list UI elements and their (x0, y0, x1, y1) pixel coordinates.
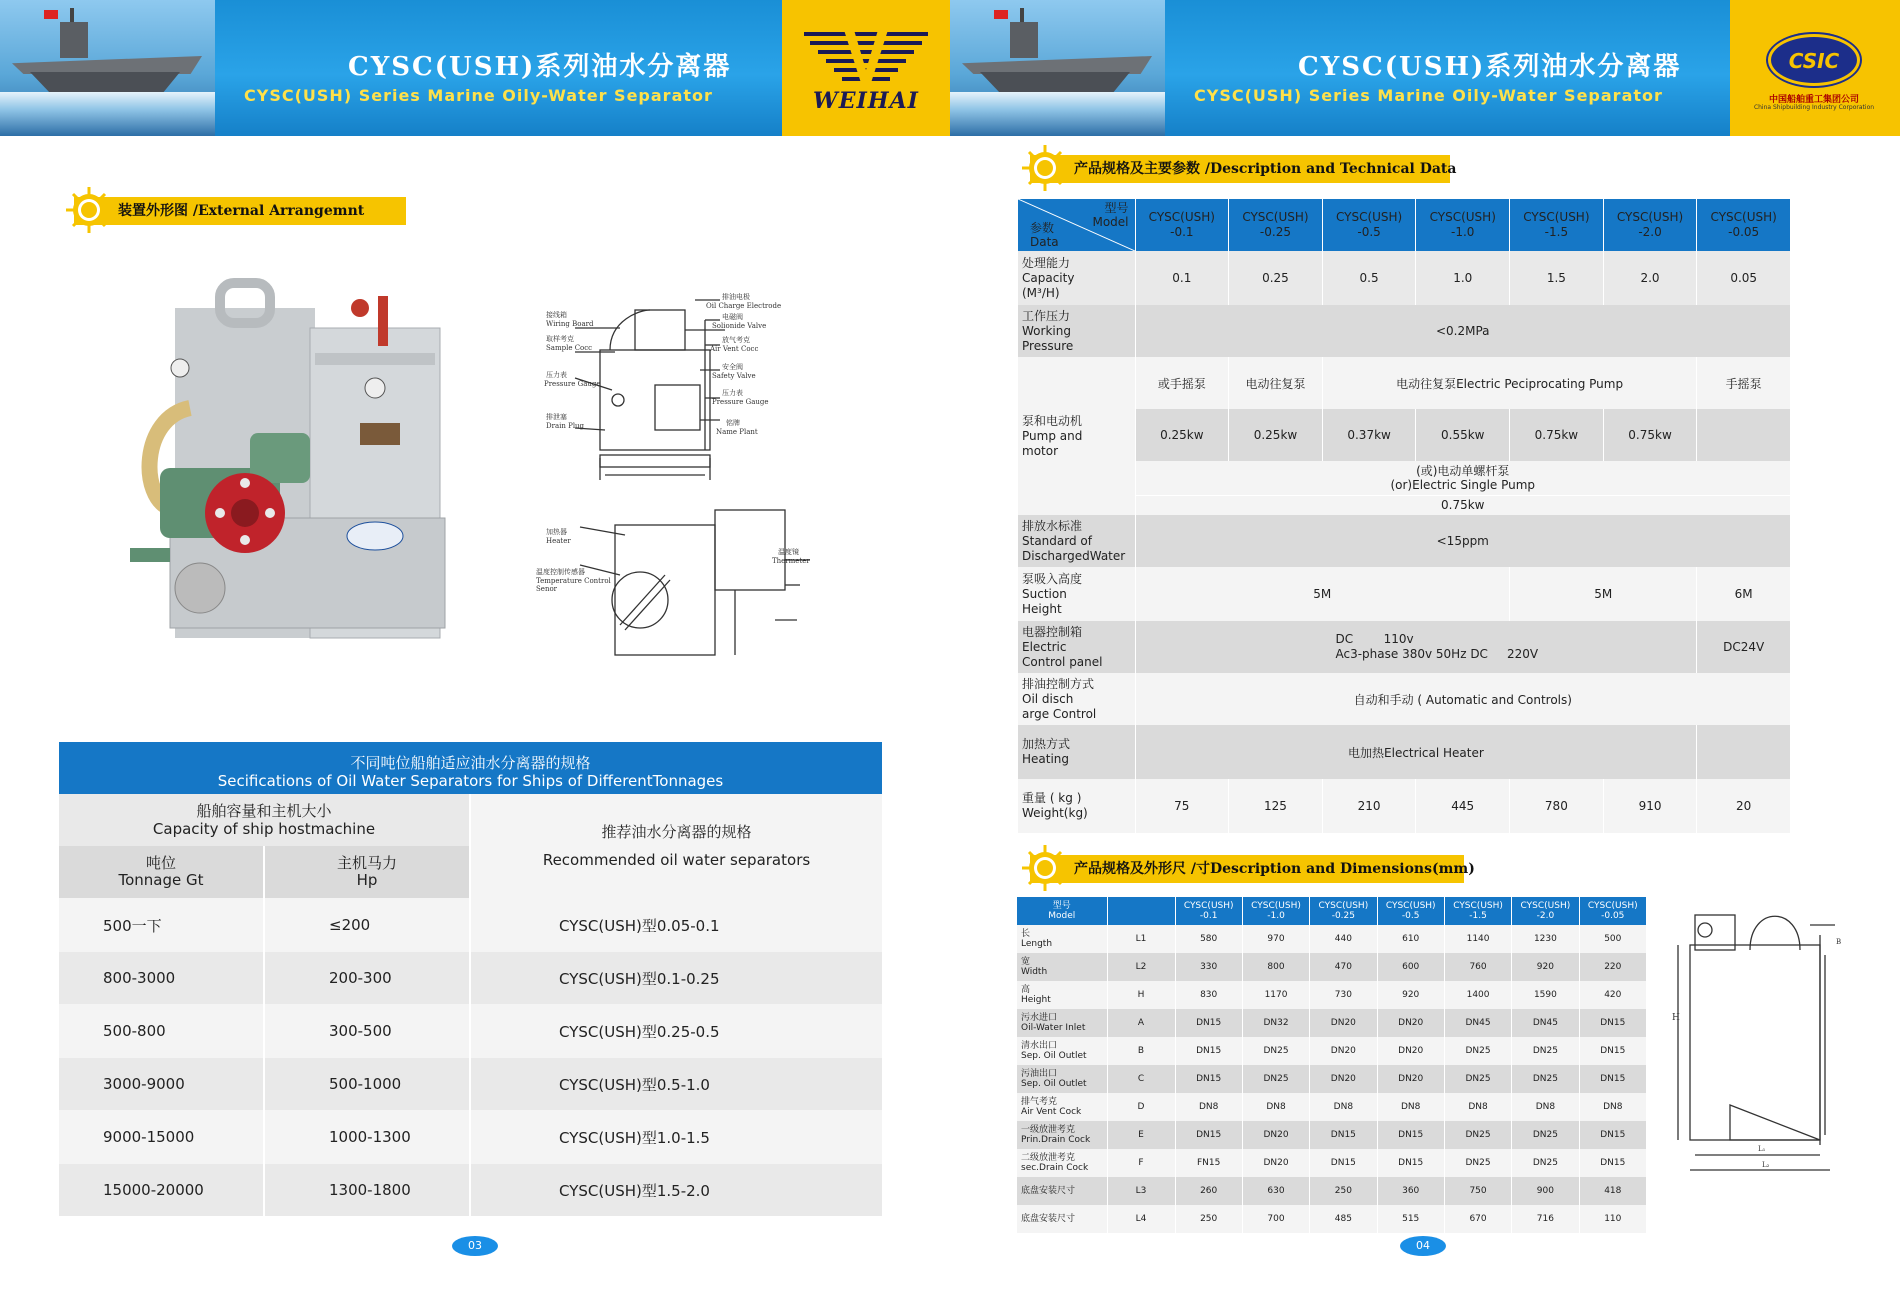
right-banner (950, 0, 1900, 136)
drawing-label: Oil Charge Electrode (706, 302, 782, 310)
csic-logo-icon: CSIC (1768, 34, 1860, 86)
suction-row: 泵吸入高度 Suction Height 5M 5M 6M (1018, 567, 1791, 621)
drawing-label: Pressure Gauge (712, 398, 769, 406)
banner-title-cn: CYSC(USH)系列油水分离器 (348, 52, 732, 82)
dim-header-row: 型号 Model CYSC(USH) -0.1 CYSC(USH) -1.0 CYSC(USH) -0.25 CYSC(USH) -0.5 CYSC(USH) -1.5 CYSC(USH) -2.0 CYSC(USH) -0.05 (1017, 897, 1647, 925)
dim-label: H (1672, 1013, 1680, 1023)
page-number: 04 (1400, 1236, 1446, 1256)
table-row: 排气考克 Air Vent Cock D DN8 DN8 DN8 DN8 DN8 DN8 DN8 (1017, 1093, 1647, 1121)
drawing-label: 接线箱 (546, 311, 567, 319)
capacity-row: 处理能力 Capacity (M³/H) 0.1 0.25 0.5 1.0 1.5 2.0 0.05 (1018, 251, 1791, 305)
section-external-arrangement: 装置外形图 /External Arrangemnt (74, 197, 406, 225)
oil-control-row: 排油控制方式 Oil disch arge Control 自动和手动 ( Automatic and Controls) (1018, 673, 1791, 725)
sun-icon (66, 187, 112, 233)
table-row: 800-3000 200-300 CYSC(USH)型0.1-0.25 (59, 952, 882, 1004)
drawing-label: Solionide Valve (712, 322, 767, 330)
heating-row: 加热方式 Heating 电加热Electrical Heater (1018, 725, 1791, 779)
ship-tonnage-table (59, 742, 882, 1216)
ship-table-title: 不同吨位船舶适应油水分离器的规格 Secifications of Oil Water Separators for Ships of DifferentTonnages (59, 742, 882, 794)
dim-label: L₂ (1762, 1161, 1770, 1169)
pump-row-4: 0.75kw (1018, 495, 1791, 515)
drawing-label: Name Plant (716, 428, 758, 436)
table-row: 500-800 300-500 CYSC(USH)型0.25-0.5 (59, 1004, 882, 1058)
capacity-header: 船舶容量和主机大小 Capacity of ship hostmachine (59, 794, 470, 846)
table-row: 500一下 ≤200 CYSC(USH)型0.05-0.1 (59, 898, 882, 952)
w-logo-icon (804, 30, 928, 86)
drawing-label: Air Vent Cocc (710, 345, 759, 353)
banner-title-en: CYSC(USH) Series Marine Oily-Water Separator (244, 86, 713, 105)
drawing-label: Safety Valve (712, 372, 756, 380)
drawing-label: Pressure Gauge (544, 380, 601, 388)
table-row: 3000-9000 500-1000 CYSC(USH)型0.5-1.0 (59, 1058, 882, 1110)
table-row: 9000-15000 1000-1300 CYSC(USH)型1.0-1.5 (59, 1110, 882, 1164)
technical-data-table (1018, 199, 1791, 833)
drawing-label: 排泄塞 (546, 413, 567, 421)
right-page (950, 0, 1900, 1289)
page-number: 03 (452, 1236, 498, 1256)
dim-label: B (1836, 938, 1842, 946)
drawing-label: Thermeter (772, 557, 810, 565)
weihai-logo (782, 0, 950, 136)
electric-row: 电器控制箱 Electric Control panel DC 110v Ac3-phase 380v 50Hz DC 220V DC24V (1018, 621, 1791, 673)
drawing-label: 取样考克 (546, 335, 574, 343)
drawing-label: 温度控制传感器 (536, 568, 585, 576)
table-row: 15000-20000 1300-1800 CYSC(USH)型1.5-2.0 (59, 1164, 882, 1216)
model-param-header: 型号 Model 参数 Data (1018, 199, 1135, 251)
table-row: 底盘安装尺寸 L4 250 700 485 515 670 716 110 (1017, 1205, 1647, 1233)
drawing-label: 安全阀 (722, 363, 743, 371)
drawing-label: 加热器 (546, 528, 567, 536)
drawing-label: Temperature Control (536, 577, 611, 585)
dim-label: L₁ (1758, 1145, 1766, 1153)
table-row: 清水出口 Sep. Oil Outlet B DN15 DN25 DN20 DN20 DN25 DN25 DN15 (1017, 1037, 1647, 1065)
pump-row-3: (或)电动单螺杆泵 (or)Electric Single Pump (1018, 461, 1791, 495)
drawing-label: 电磁阀 (722, 313, 743, 321)
drawing-label: 压力表 (722, 389, 743, 397)
table-row: 宽 Width L2 330 800 470 600 760 920 220 (1017, 953, 1647, 981)
section-dimensions: 产品规格及外形尺 /寸Description and Dimensions(mm) (1030, 855, 1464, 883)
table-row: 长 Length L1 580 970 440 610 1140 1230 500 (1017, 925, 1647, 953)
drawing-label: Drain Plug (546, 422, 585, 430)
dimensions-table (1017, 897, 1647, 1233)
sun-icon (1022, 845, 1068, 891)
pump-row-2: 0.25kw 0.25kw 0.37kw 0.55kw 0.75kw 0.75kw (1018, 409, 1791, 461)
drawing-label: 压力表 (546, 371, 567, 379)
drawing-label: Sample Cocc (546, 344, 593, 352)
dimension-drawing (1670, 895, 1850, 1185)
recommended-header: 推荐油水分离器的规格 Recommended oil water separators (470, 794, 882, 898)
separator-photo (130, 268, 450, 658)
table-row: 一级放泄考克 Prin.Drain Cock E DN15 DN20 DN15 DN15 DN25 DN25 DN15 (1017, 1121, 1647, 1149)
drawing-label: 铭牌 (726, 419, 740, 427)
weihai-text: WEIHAI (813, 88, 919, 114)
aircraft-carrier-image (0, 0, 215, 136)
drawing-label: Heater (546, 537, 571, 545)
drawing-label: 排油电极 (722, 293, 750, 301)
sun-icon (1022, 145, 1068, 191)
standard-row: 排放水标准 Standard of DischargedWater <15ppm (1018, 515, 1791, 567)
drawing-label: 温度镜 (778, 548, 799, 556)
pump-row-1: 泵和电动机 Pump and motor 或手摇泵 电动往复泵 电动往复泵Electric Peciprocating Pump 手摇泵 (1018, 357, 1791, 409)
spec-header-row: 型号 Model 参数 Data CYSC(USH) -0.1 CYSC(USH) -0.25 CYSC(USH) -0.5 CYSC(USH) -1.0 CYSC(USH) -1.5 CYSC(USH) -2.0 CYSC(USH) -0.05 (1018, 199, 1791, 251)
pressure-row: 工作压力 Working Pressure <0.2MPa (1018, 305, 1791, 357)
left-banner (0, 0, 950, 136)
drawing-label: Wiring Board (546, 320, 594, 328)
hp-header: 主机马力 Hp (264, 846, 470, 898)
table-row: 污水进口 Oil-Water Inlet A DN15 DN32 DN20 DN20 DN45 DN45 DN15 (1017, 1009, 1647, 1037)
weight-row: 重量 ( kg ) Weight(kg) 75 125 210 445 780 910 20 (1018, 779, 1791, 833)
bottom-technical-drawing (535, 505, 815, 665)
banner-title-en: CYSC(USH) Series Marine Oily-Water Separator (1194, 86, 1663, 105)
tonnage-header: 吨位 Tonnage Gt (59, 846, 264, 898)
drawing-label: 放气考克 (722, 336, 750, 344)
table-row: 污油出口 Sep. Oil Outlet C DN15 DN25 DN20 DN20 DN25 DN25 DN15 (1017, 1065, 1647, 1093)
csic-logo: CSIC 中国船舶重工集团公司 China Shipbuilding Industry Corporation (1730, 0, 1900, 136)
table-row: 底盘安装尺寸 L3 260 630 250 360 750 900 418 (1017, 1177, 1647, 1205)
aircraft-carrier-image (950, 0, 1165, 136)
drawing-label: Senor (536, 585, 558, 593)
section-technical-data: 产品规格及主要参数 /Description and Technical Data (1030, 155, 1450, 183)
banner-title-cn: CYSC(USH)系列油水分离器 (1298, 52, 1682, 82)
table-row: 高 Height H 830 1170 730 920 1400 1590 420 (1017, 981, 1647, 1009)
table-row: 二级放泄考克 sec.Drain Cock F FN15 DN20 DN15 DN15 DN25 DN25 DN15 (1017, 1149, 1647, 1177)
